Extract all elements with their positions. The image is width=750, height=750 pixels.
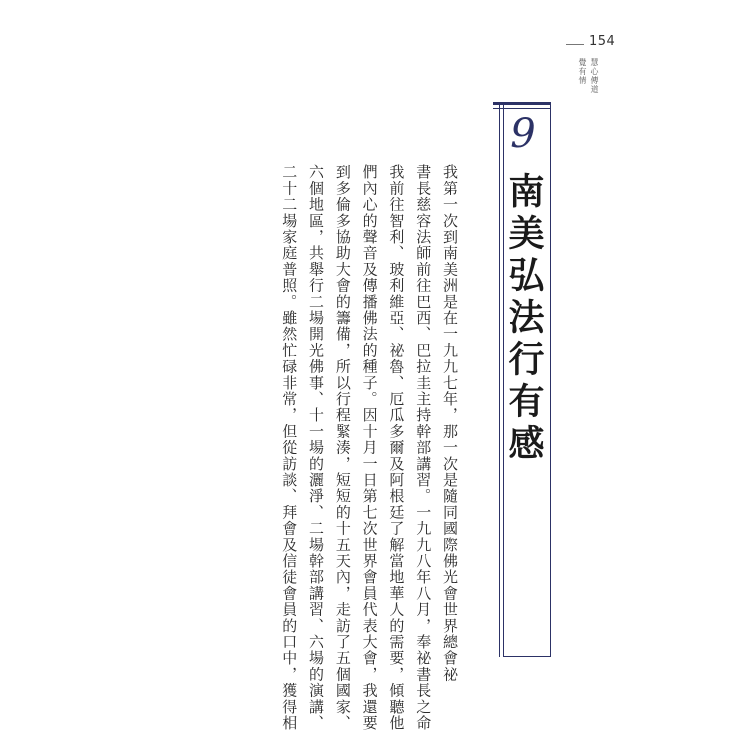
body-text: 我第一次到南美洲是在一九九七年，那一次是隨同國際佛光會世界總會祕 書長慈容法師前往巴西、巴拉圭主持幹部講習。一九九八年八月，奉祕書長之命 我前往智利、玻利維亞、祕魯、厄瓜多爾及阿根廷了解當地華人的需要，傾聽他 們內心的聲音及傳播佛法的種子。因十月一日第七次世界會員代表大會，我還要 到多倫多協助大會的籌備，所以行程緊湊，短短的十五天內，走訪了五個國家、 六個地區，共舉行二場開光佛事、十一場的灑淨、二場幹部講習、六場的演講、 二十二場家庭普照。雖然忙碌非常，但從訪談、拜會及信徒會員的口中，獲得相 <box>280 164 459 731</box>
chapter-number: 9 <box>510 111 536 157</box>
running-head-book-title: 慧心傳道 <box>590 58 599 94</box>
frame-top-bar <box>493 102 551 105</box>
frame-top-line <box>493 108 551 109</box>
page-number: 154 <box>589 34 616 49</box>
chapter-title: 南美弘法行有感 <box>503 172 545 466</box>
frame-bottom-line <box>503 656 551 657</box>
page-number-rule <box>566 44 584 45</box>
frame-right-line <box>550 102 551 657</box>
running-head-subtitle: 覺有情 <box>578 58 587 85</box>
